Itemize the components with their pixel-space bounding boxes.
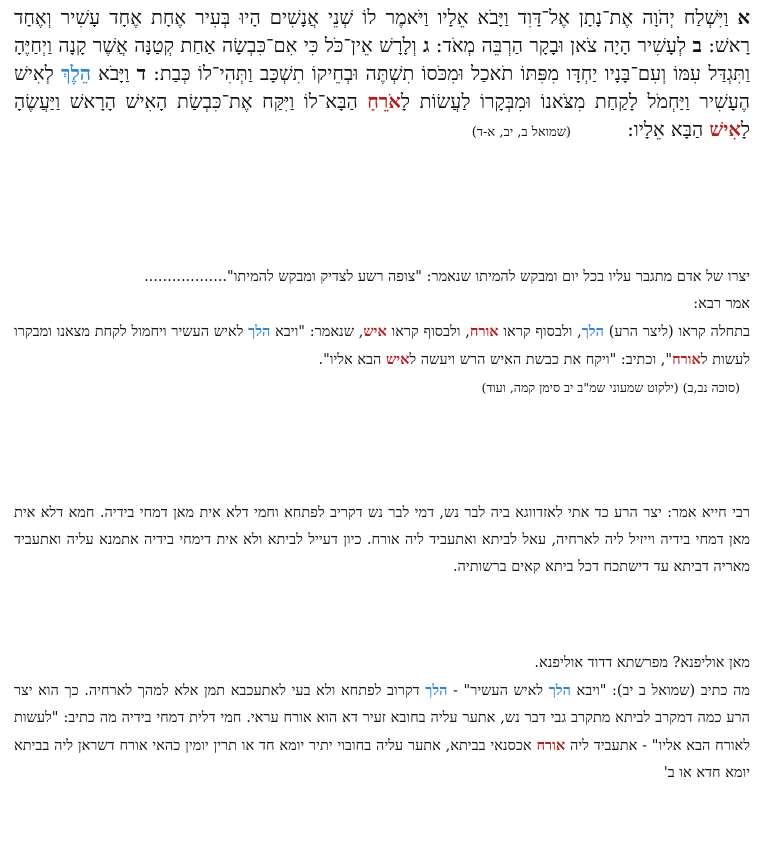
highlight-helech: הלך <box>581 323 604 340</box>
highlight-oreach: אורח <box>536 737 566 754</box>
verse-number: ב <box>692 34 702 57</box>
highlight-helech: הלך <box>248 323 271 340</box>
zohar-continuation <box>14 650 750 787</box>
zohar-paragraph <box>14 677 750 787</box>
verse-text: לָ <box>400 90 411 113</box>
text-run: דקרוב לפתחא ולא בעי לאתעכבא תמן אלא למהך לארחיה. כך הוא יצר הרע כמה דמקרב לביתא מתקרב גבי דבר נש, אתער עליה בחובא זעיר דא הוא אורח עראי. חמי דלית דמחי בידיה מה כתיב: "לעשות לאורח הבא אליו" - אתעביד ליה <box>14 683 751 754</box>
highlight-oreach: אֹרֵחַ <box>367 90 401 113</box>
text-run: , שנאמר: "ויבא <box>275 324 364 340</box>
verse-source: (שמואל ב, יב, א-ד) <box>471 125 571 140</box>
verse-number: ג <box>423 34 430 57</box>
talmud-line: יצרו של אדם מתגבר עליו בכל יום ומבקש להמיתו שנאמר: "צופה רשע לצדיק ומבקש להמיתו".................. <box>144 269 750 285</box>
highlight-oreach: אורח <box>672 351 701 368</box>
verse-paragraph <box>14 4 750 147</box>
verse-text: לָ <box>740 118 750 141</box>
text-run: בתחלה קראו (ליצר הרע) <box>608 324 751 340</box>
highlight-ish: איש <box>386 351 410 368</box>
talmud-line: אמר רבא: <box>693 296 750 312</box>
text-run: לאיש העשיר ויחמול לקחת מצאנו ומבקרו לעשות ל <box>14 324 750 368</box>
verse-text: לְעָשִׁיר הָיָה צֹאן וּבָקָר הַרְבֵּה מְאֹד: <box>435 34 687 57</box>
highlight-oreach: אורח <box>469 323 499 340</box>
highlight-helech: הלך <box>425 682 448 699</box>
verse-text: וַיָּבֹא <box>98 62 130 85</box>
verse-number: א <box>737 6 750 29</box>
highlight-helech: הלך <box>548 682 571 699</box>
text-run: ", וכתיב: "ויקח את כבשת האיש הרש ויעשה ל <box>409 352 673 368</box>
talmud-section <box>14 264 750 401</box>
text-run: אכסנאי בביתא, אתער עליה בחובוי יתיר יומא חד או תרין יומין כהאי אורח דשראן ליה בביתא יומא חדא או ב' <box>14 738 750 781</box>
highlight-ish: איש <box>363 323 387 340</box>
text-run: , ולבסוף קראו <box>391 324 470 340</box>
highlight-ish: אִישׁ <box>709 118 741 141</box>
zohar-paragraph: רבי חייא אמר: יצר הרע כד אתי לאזדווגא ביה לבר נש, דמי לבר נש דקריב לפתחא וחמי דלא אית מאן דמחי בידיה. חמא דלא אית מאן דמחי בידיה וייזיל ליה לארחיה, עאל לביתא ואתעביד ליה אורח. כיון דעייל לביתא ולא אית דימחי בידיה אתמנא עליה ואתעביד מאריה דביתא עד דישתכח דכל ביתא קאים ברשותיה. <box>14 505 750 575</box>
talmud-paragraph <box>14 318 750 374</box>
text-run: מה כתיב (שמואל ב יב): "ויבא <box>576 683 751 699</box>
verse-number: ד <box>136 62 147 85</box>
text-run: הבא אליו". <box>318 352 382 368</box>
text-run: , ולבסוף קראו <box>503 324 582 340</box>
verse-text: הַבָּא אֵלָיו: <box>627 118 704 141</box>
talmud-source: (סוכה נב,ב) (ילקוט שמעוני שמ"ב יב סימן קמה, ועוד) <box>481 380 740 395</box>
verse-text: לְאִישׁ הֶעָשִׁיר וַיַּחְמֹל לָקַחַת מִצֹּאנוֹ וּמִבְּקָרוֹ לַעֲשׂוֹת <box>14 62 751 113</box>
highlight-helech: הֵלֶךְ <box>61 62 91 85</box>
zohar-line: מאן אוליפנא? מפרשתא דדוד אוליפנא. <box>534 655 750 671</box>
verse-block <box>14 4 750 147</box>
zohar-section <box>14 500 750 581</box>
verse-text: הַבָּא־לוֹ וַיִּקַּח אֶת־כִּבְשַׂת הָאִישׁ הָרָאשׁ וַיַּעֲשֶׂהָ <box>14 90 358 113</box>
verse-text: וְלָרָשׁ אֵין־כֹּל כִּי אִם־כִּבְשָׂה אַחַת קְטַנָּה אֲשֶׁר קָנָה וַיְחַיֶּהָ וַתִּגְדַּל עִמּוֹ וְעִם־בָּנָיו יַחְדָּו מִפִּתּוֹ תֹאכַל וּמִכֹּסוֹ תִשְׁתֶּה וּבְחֵיקוֹ תִשְׁכָּב וַתְּהִי־לוֹ כְּבַת: <box>14 34 751 85</box>
verse-text: וַיִּשְׁלַח יְהֹוָה אֶת־נָתָן אֶל־דָּוִד וַיָּבֹא אֵלָיו וַיֹּאמֶר לוֹ שְׁנֵי אֲנָשִׁים הָיוּ בְּעִיר אֶחָת אֶחָד עָשִׁיר וְאֶחָד רָאשׁ: <box>14 6 750 57</box>
text-run: לאיש העשיר" - <box>453 683 544 699</box>
